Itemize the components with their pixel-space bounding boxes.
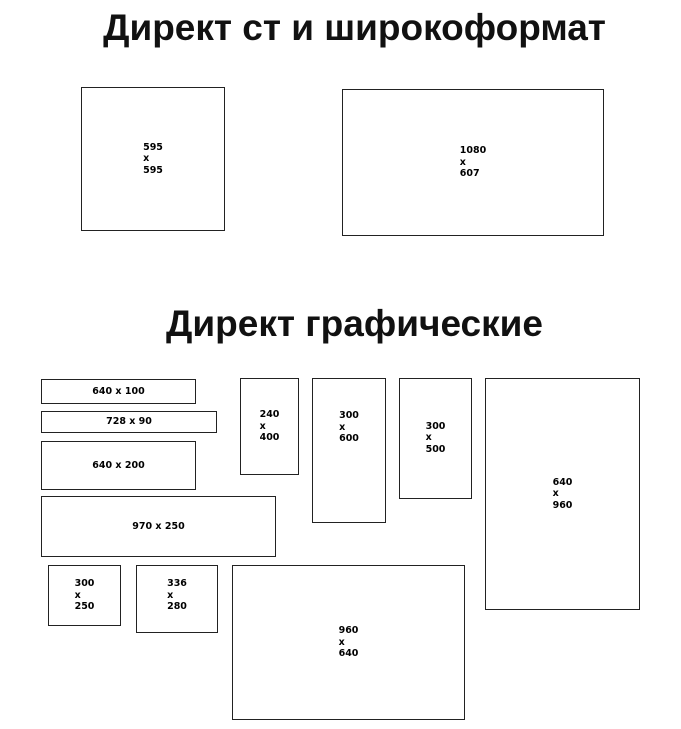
format-box-336x280: [136, 565, 218, 633]
format-box-970x250: [41, 496, 276, 557]
format-label: 595 x 595: [143, 141, 163, 176]
format-label: 300 x 600: [339, 410, 359, 445]
format-box-595x595: [81, 87, 225, 231]
format-label: 300 x 250: [74, 578, 95, 613]
format-label: 728 x 90: [106, 416, 152, 428]
format-label: 336 x 280: [167, 578, 187, 613]
format-box-728x90: [41, 411, 217, 433]
format-box-640x100: [41, 379, 196, 404]
section-title-direct-wide: Директ ст и широкоформат: [103, 7, 606, 48]
format-box-640x960: [485, 378, 640, 610]
format-label: 960 x 640: [338, 625, 359, 660]
format-label: 300 x 500: [425, 420, 446, 455]
format-label: 640 x 200: [92, 459, 145, 471]
format-label: 970 x 250: [132, 520, 185, 532]
format-box-240x400: [240, 378, 299, 475]
format-box-300x500: [399, 378, 472, 499]
format-label: 1080 x 607: [459, 145, 487, 180]
section-title-direct-graphic: Директ графические: [166, 303, 543, 344]
format-label: 640 x 100: [92, 385, 145, 397]
format-box-1080x607: [342, 89, 604, 236]
format-box-300x250: [48, 565, 121, 626]
format-box-300x600: [312, 378, 386, 523]
format-label: 240 x 400: [259, 409, 280, 444]
format-box-640x200: [41, 441, 196, 490]
format-box-960x640: [232, 565, 465, 720]
format-label: 640 x 960: [552, 476, 573, 511]
